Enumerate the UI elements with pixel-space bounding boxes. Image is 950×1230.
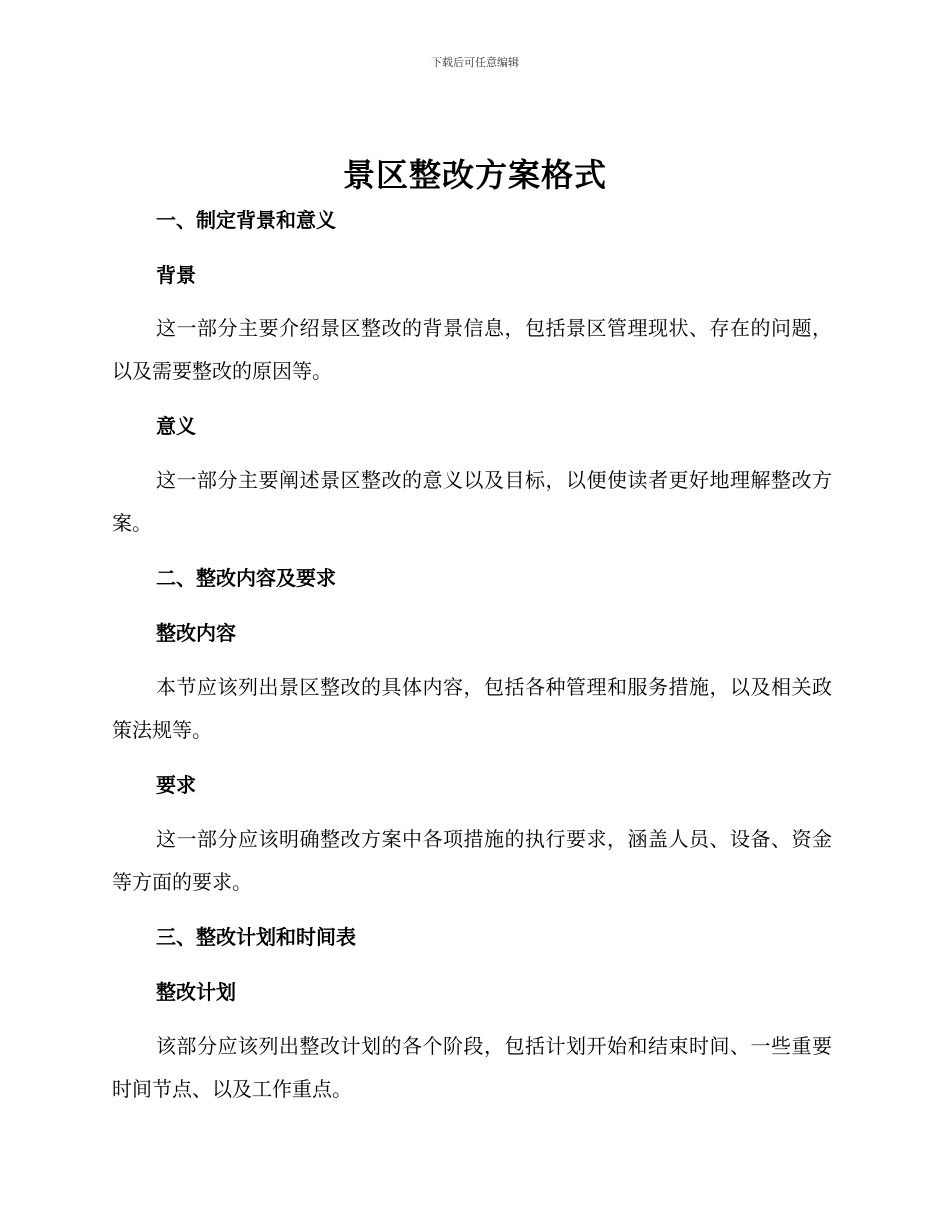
subsection-plan-heading-block: [112, 978, 832, 1006]
paragraph: 该部分应该列出整改计划的各个阶段，包括计划开始和结束时间、一些重要时间节点、以及工作重点。: [112, 1034, 832, 1101]
subsection-heading: 整改内容: [156, 621, 236, 645]
subsection-heading: 背景: [156, 263, 196, 287]
subsection-content-text-block: [112, 666, 832, 752]
subsection-heading: 整改计划: [156, 980, 236, 1004]
paragraph: 这一部分主要阐述景区整改的意义以及目标，以便使读者更好地理解整改方案。: [112, 468, 832, 535]
subsection-significance-text-block: [112, 459, 832, 545]
subsection-background-heading-block: [112, 261, 832, 289]
section-heading: 三、整改计划和时间表: [156, 925, 356, 949]
header-note: 下载后可任意编辑: [431, 56, 519, 69]
section-2-heading-block: [112, 564, 832, 592]
subsection-requirements-text-block: [112, 818, 832, 904]
subsection-plan-text-block: [112, 1025, 832, 1111]
paragraph: 本节应该列出景区整改的具体内容，包括各种管理和服务措施，以及相关政策法规等。: [112, 675, 832, 742]
section-3-heading-block: [112, 923, 832, 951]
section-heading: 二、整改内容及要求: [156, 566, 336, 590]
document-title: 景区整改方案格式: [342, 156, 607, 194]
paragraph: 这一部分主要介绍景区整改的背景信息，包括景区管理现状、存在的问题，以及需要整改的原因等。: [112, 316, 832, 383]
section-heading: 一、制定背景和意义: [156, 208, 336, 232]
subsection-heading: 要求: [156, 773, 196, 797]
subsection-content-heading-block: [112, 619, 832, 647]
subsection-background-text-block: [112, 307, 832, 393]
section-1-heading-block: [112, 206, 832, 234]
subsection-significance-heading-block: [112, 412, 832, 440]
subsection-heading: 意义: [156, 414, 196, 438]
paragraph: 这一部分应该明确整改方案中各项措施的执行要求，涵盖人员、设备、资金等方面的要求。: [112, 827, 832, 894]
subsection-requirements-heading-block: [112, 771, 832, 799]
